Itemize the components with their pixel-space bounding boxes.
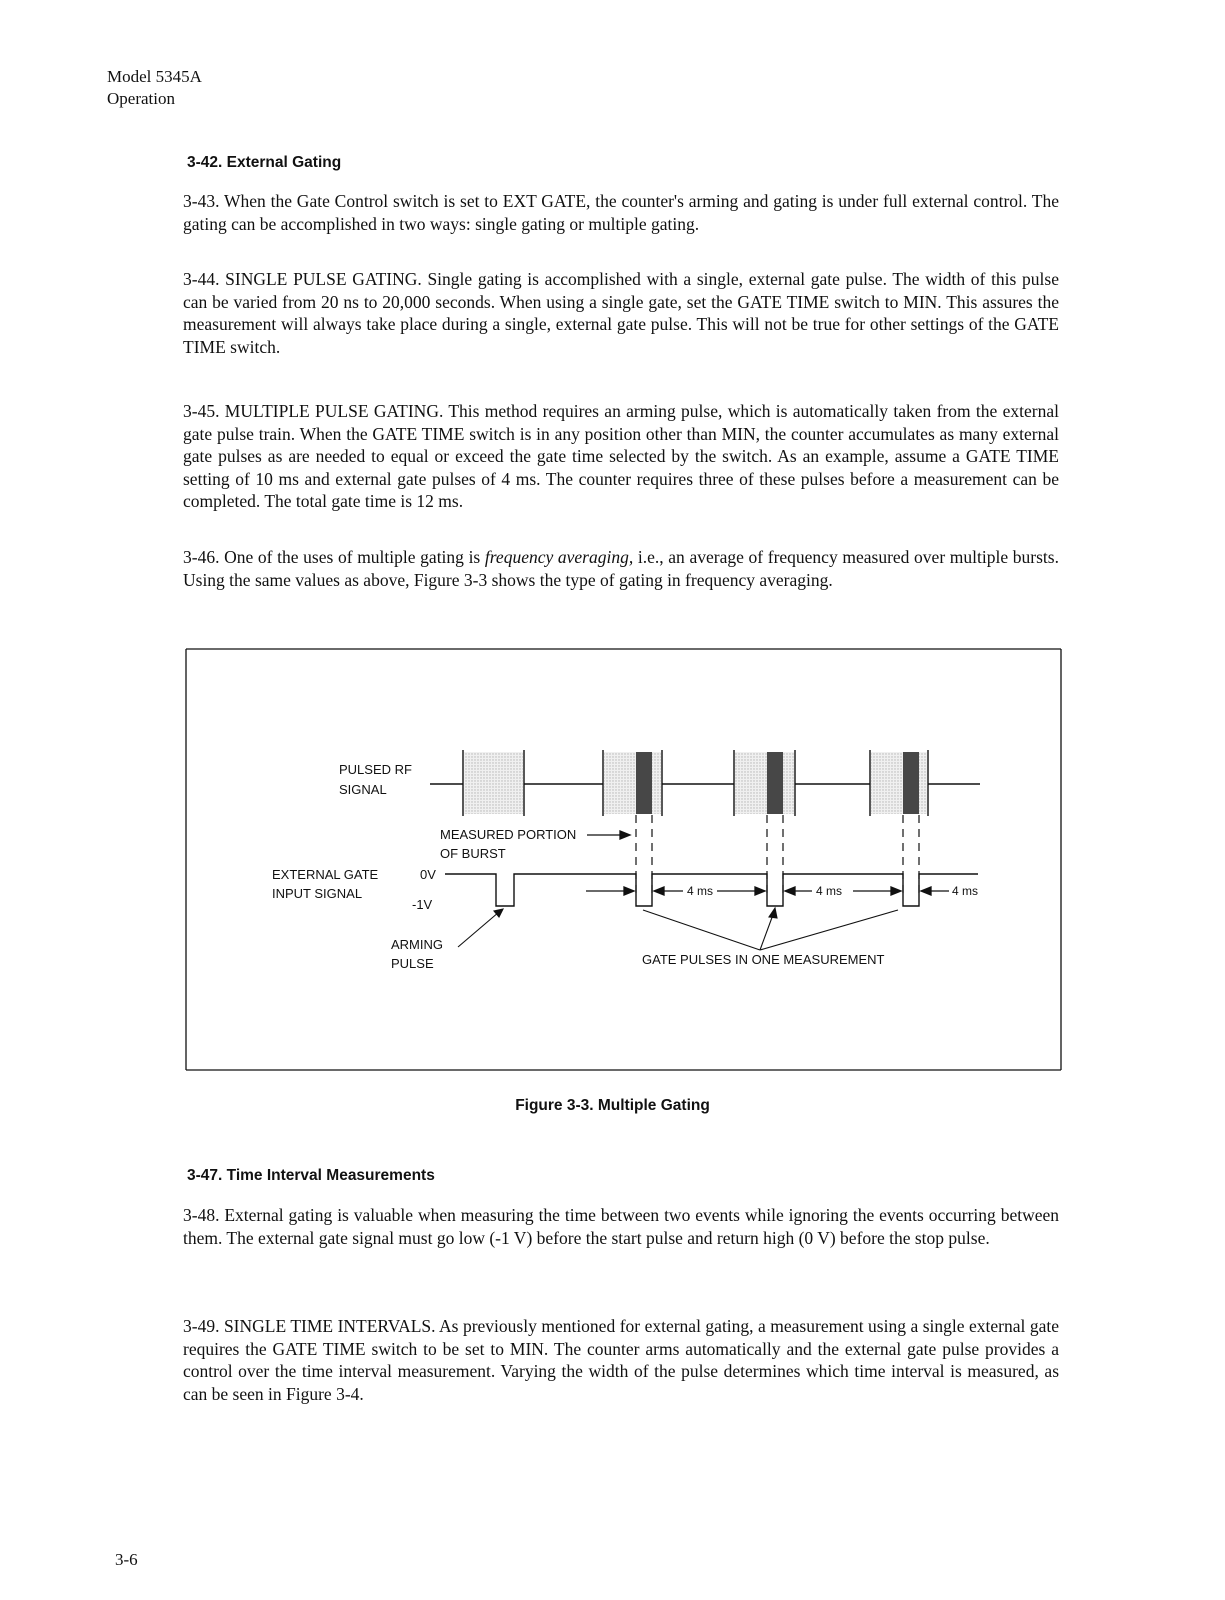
section-heading-external-gating: 3-42. External Gating [187, 154, 342, 171]
label-0v: 0V [420, 867, 436, 882]
measured-portion-1 [636, 752, 652, 814]
rf-burst-3 [735, 752, 794, 814]
paragraph-3-43: 3-43. When the Gate Control switch is set to EXT GATE, the counter's arming and gating is under full external control. The gating can be accomplished in two ways: single gating or multiple gating. [183, 191, 1059, 234]
label-4ms-2: 4 ms [816, 884, 843, 898]
figure-caption: Figure 3-3. Multiple Gating [515, 1097, 710, 1114]
annotation-pointers [458, 908, 898, 950]
label-measured-portion: MEASURED PORTION [440, 827, 577, 842]
label-gate-pulses: GATE PULSES IN ONE MEASUREMENT [642, 952, 885, 967]
label-pulse: PULSE [391, 956, 434, 971]
label-signal: SIGNAL [339, 782, 387, 797]
label-4ms-1: 4 ms [687, 884, 714, 898]
header-section: Operation [107, 89, 175, 108]
measured-portion-2 [767, 752, 783, 814]
header-model: Model 5345A [107, 67, 202, 86]
label-neg1v: -1V [412, 897, 433, 912]
paragraph-3-48: 3-48. External gating is valuable when measuring the time between two events while ignoring the events occurring between them. The external gate signal must go low (-1 V) before the start pulse and return high (0 V) before the stop pulse. [183, 1205, 1059, 1248]
section-heading-time-interval: 3-47. Time Interval Measurements [187, 1167, 435, 1184]
label-4ms-3: 4 ms [952, 884, 979, 898]
emphasis-frequency-averaging: frequency averaging, [484, 547, 634, 567]
figure-frame [186, 649, 1061, 1070]
label-input-signal: INPUT SIGNAL [272, 886, 363, 901]
label-external-gate: EXTERNAL GATE [272, 867, 379, 882]
label-arming: ARMING [391, 937, 443, 952]
paragraph-3-45: 3-45. MULTIPLE PULSE GATING. This method requires an arming pulse, which is automatically taken from the external gate pulse train. When the GATE TIME switch is in any position other than MIN, the counter accumulates as many external gate pulses as are needed to equal or exceed the gate time selected by the switch. As an example, assume a GATE TIME setting of 10 ms and external gate pulses of 4 ms. The counter requires three of these pulses before a measurement can be completed. The total gate time is 12 ms. [183, 401, 1059, 511]
paragraph-3-44: 3-44. SINGLE PULSE GATING. Single gating is accomplished with a single, external gate pulse. The width of this pulse can be varied from 20 ns to 20,000 seconds. When using a single gate, set the GATE TIME switch to MIN. This assures the measurement will always take place during a single, external gate pulse. This will not be true for other settings of the GATE TIME switch. [183, 269, 1059, 357]
measured-portion-3 [903, 752, 919, 814]
measured-portion-markers [636, 815, 919, 898]
label-pulsed-rf: PULSED RF [339, 762, 412, 777]
rf-bursts [464, 752, 927, 814]
rf-burst-1 [464, 752, 523, 814]
page-number: 3-6 [115, 1550, 138, 1569]
label-of-burst: OF BURST [440, 846, 506, 861]
paragraph-3-49: 3-49. SINGLE TIME INTERVALS. As previously mentioned for external gating, a measurement using a single external gate requires the GATE TIME switch to be set to MIN. The counter arms automatically and the external gate pulse provides a control over the time interval measurement. Varying the width of the pulse determines which time interval is measured, as can be seen in Figure 3-4. [183, 1316, 1059, 1404]
paragraph-3-46: 3-46. One of the uses of multiple gating is frequency averaging, i.e., an average of frequency measured over multiple bursts. Using the same values as above, Figure 3-3 shows the type of gating in frequency averaging. [183, 547, 1059, 590]
rf-burst-2 [604, 752, 661, 814]
